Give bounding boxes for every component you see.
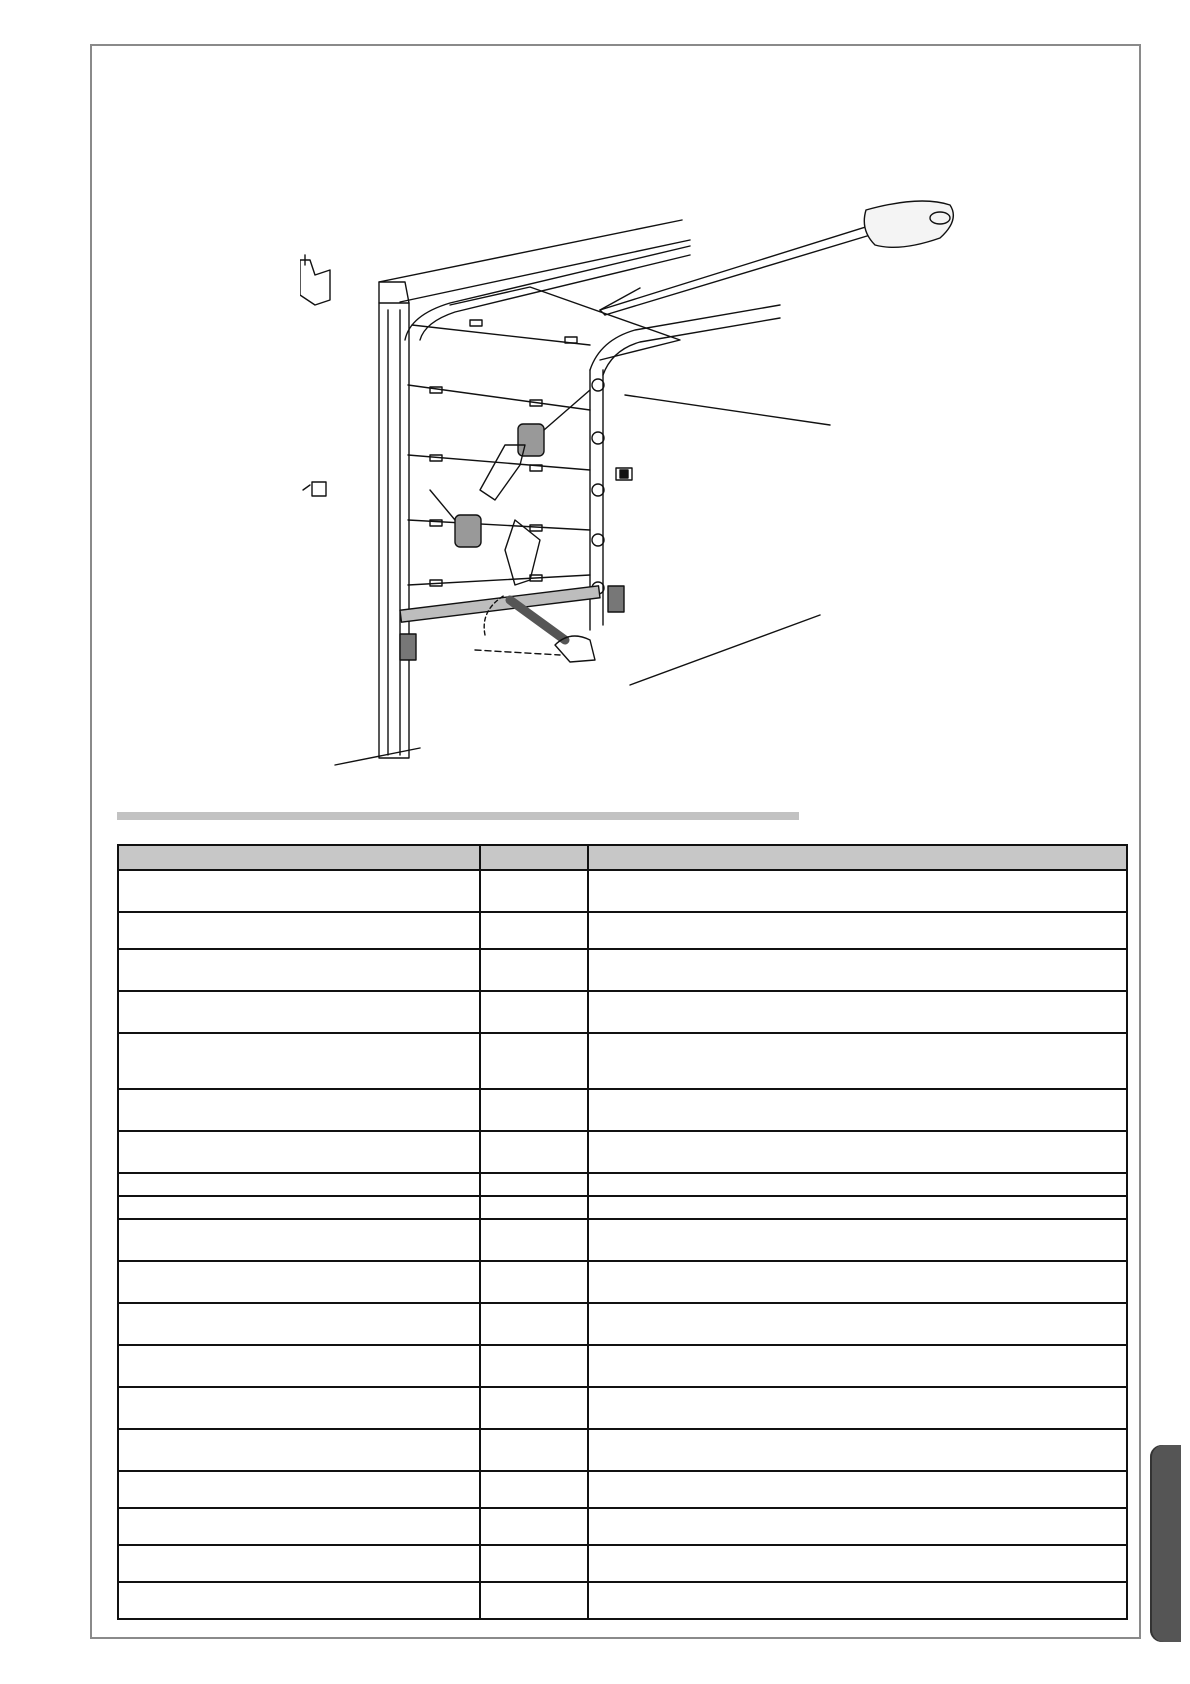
table-cell xyxy=(588,1387,1127,1429)
table-row xyxy=(118,1173,1127,1196)
table-row xyxy=(118,1261,1127,1303)
table-row xyxy=(118,1545,1127,1582)
table-cell xyxy=(480,1545,588,1582)
table-row xyxy=(118,1471,1127,1508)
table-cell xyxy=(118,1219,480,1261)
ceiling-line xyxy=(625,395,830,425)
table-row xyxy=(118,1387,1127,1429)
table-cell xyxy=(118,949,480,991)
table-header-cell xyxy=(118,845,480,870)
table-cell xyxy=(588,1303,1127,1345)
table-cell xyxy=(588,1545,1127,1582)
hand-icon xyxy=(480,445,595,662)
table-cell xyxy=(480,1387,588,1429)
table-cell xyxy=(480,870,588,912)
table-cell xyxy=(118,1582,480,1619)
table-cell xyxy=(588,1261,1127,1303)
photocell-icon xyxy=(300,255,330,305)
table-cell xyxy=(118,991,480,1033)
table-header-cell xyxy=(588,845,1127,870)
key-switch-icon xyxy=(303,482,326,496)
table-row xyxy=(118,991,1127,1033)
table-cell xyxy=(480,1131,588,1173)
table-cell xyxy=(118,1089,480,1131)
table-row xyxy=(118,1345,1127,1387)
table-cell xyxy=(480,1196,588,1219)
table-row xyxy=(118,1303,1127,1345)
maintenance-table xyxy=(117,844,1128,1620)
maintenance-table-wrap xyxy=(117,844,1126,1620)
table-cell xyxy=(118,912,480,949)
table-cell xyxy=(588,1429,1127,1471)
door-hinges xyxy=(430,320,577,586)
table-row xyxy=(118,1196,1127,1219)
table-cell xyxy=(118,1173,480,1196)
table-cell xyxy=(588,1173,1127,1196)
table-row xyxy=(118,949,1127,991)
table-row xyxy=(118,1429,1127,1471)
table-cell xyxy=(480,1303,588,1345)
table-cell xyxy=(588,1131,1127,1173)
table-cell xyxy=(118,1261,480,1303)
table-cell xyxy=(588,1345,1127,1387)
table-row xyxy=(118,1582,1127,1619)
table-row xyxy=(118,1131,1127,1173)
table-cell xyxy=(118,1303,480,1345)
garage-door-illustration xyxy=(300,200,1020,780)
table-cell xyxy=(480,991,588,1033)
table-cell xyxy=(118,1545,480,1582)
table-cell xyxy=(480,1345,588,1387)
table-cell xyxy=(588,1219,1127,1261)
table-cell xyxy=(588,1471,1127,1508)
table-cell xyxy=(588,1033,1127,1089)
table-cell xyxy=(588,949,1127,991)
table-cell xyxy=(118,1429,480,1471)
table-cell xyxy=(588,1508,1127,1545)
left-door-post xyxy=(379,303,409,758)
table-cell xyxy=(480,1089,588,1131)
floor-right-line xyxy=(630,615,820,685)
table-row xyxy=(118,870,1127,912)
table-cell xyxy=(118,1508,480,1545)
table-cell xyxy=(118,1471,480,1508)
table-cell xyxy=(480,1173,588,1196)
table-row xyxy=(118,912,1127,949)
table-body xyxy=(118,870,1127,1619)
table-cell xyxy=(118,1387,480,1429)
table-row xyxy=(118,1219,1127,1261)
section-rule xyxy=(117,812,799,820)
table-cell xyxy=(480,912,588,949)
table-cell xyxy=(118,870,480,912)
table-cell xyxy=(588,870,1127,912)
table-cell xyxy=(480,1471,588,1508)
table-cell xyxy=(118,1033,480,1089)
track-rollers xyxy=(592,379,604,594)
table-cell xyxy=(588,1196,1127,1219)
table-header-cell xyxy=(480,845,588,870)
table-cell xyxy=(480,1219,588,1261)
table-row xyxy=(118,1033,1127,1089)
table-row xyxy=(118,1089,1127,1131)
table-cell xyxy=(480,1508,588,1545)
table-cell xyxy=(480,1429,588,1471)
table-cell xyxy=(588,1089,1127,1131)
language-side-tab xyxy=(1150,1445,1181,1642)
table-cell xyxy=(480,1261,588,1303)
table-cell xyxy=(118,1196,480,1219)
push-button-icon xyxy=(616,468,632,480)
bottom-rail xyxy=(400,586,600,622)
table-header-row xyxy=(118,845,1127,870)
table-cell xyxy=(480,1582,588,1619)
table-cell xyxy=(588,1582,1127,1619)
table-cell xyxy=(588,912,1127,949)
table-cell xyxy=(118,1131,480,1173)
floor-line xyxy=(335,748,420,765)
table-cell xyxy=(480,1033,588,1089)
table-row xyxy=(118,1508,1127,1545)
table-cell xyxy=(118,1345,480,1387)
table-cell xyxy=(480,949,588,991)
table-cell xyxy=(588,991,1127,1033)
